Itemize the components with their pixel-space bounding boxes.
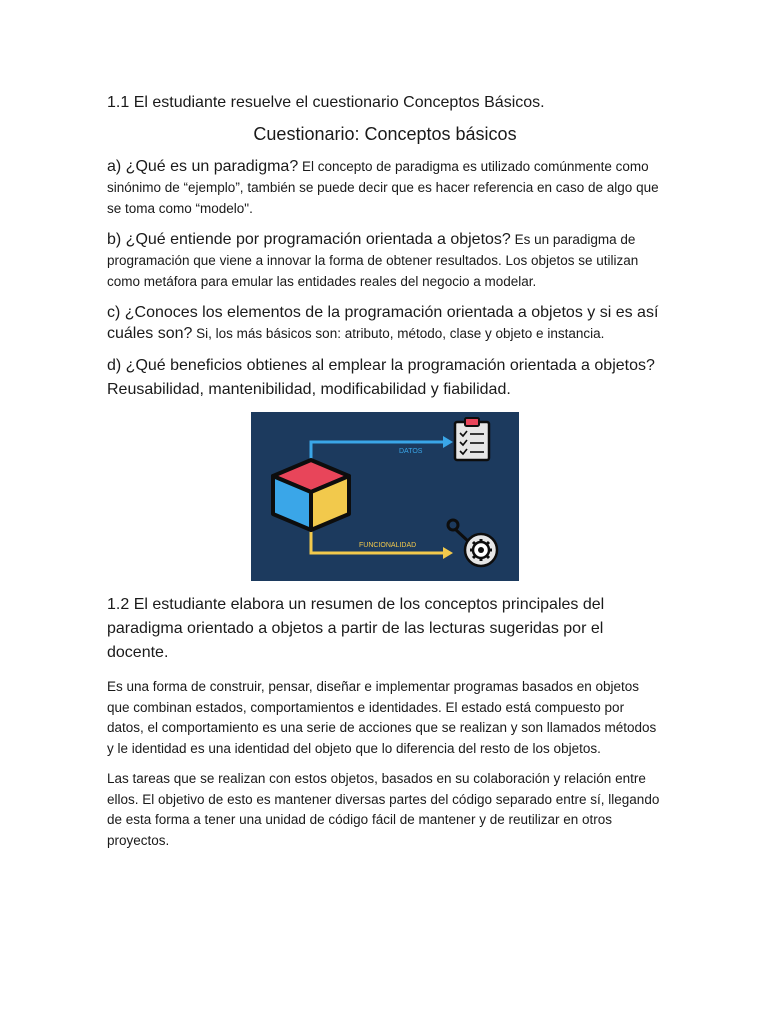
question-a-text: a) ¿Qué es un paradigma? [107,158,299,175]
cube-icon [273,460,349,530]
section-1-heading: 1.1 El estudiante resuelve el cuestionario Conceptos Básicos. [107,94,545,111]
section-2-heading: 1.2 El estudiante elabora un resumen de los conceptos principales del paradigma orientado a objetos a partir de las lecturas sugeridas por el docente. [107,596,605,661]
question-d [107,354,663,402]
clipboard-icon [455,418,489,460]
questionnaire-title: Cuestionario: Conceptos básicos [253,124,517,144]
question-b [107,229,663,292]
question-c-text: c) ¿Conoces los elementos de la programación orientada a objetos y si es así cuáles son? [107,304,659,342]
question-b-text: b) ¿Qué entiende por programación orientada a objetos? [107,231,511,248]
oop-illustration [251,412,519,581]
answer-c-text: Si, los más básicos son: atributo, método, clase y objeto e instancia. [192,326,605,341]
question-d-text: d) ¿Qué beneficios obtienes al emplear la programación orientada a objetos? [107,357,655,374]
document-content [107,92,663,861]
answer-b-text: Es un paradigma de programación que viene a innovar la forma de obtener resultados. Los objetos se utilizan como metáfora para emular las entidades reales del negocio a modelar. [107,232,639,289]
label-funcionalidad: FUNCIONALIDAD [359,542,417,549]
answer-a-text: El concepto de paradigma es utilizado comúnmente como sinónimo de “ejemplo”, también se puede decir que es hacer referencia en caso de algo que se toma como “modelo". [107,159,659,216]
answer-d-text: Reusabilidad, mantenibilidad, modificabilidad y fiabilidad. [107,381,511,398]
question-c [107,302,663,344]
label-datos: DATOS [399,448,423,455]
summary-paragraph-1: Es una forma de construir, pensar, diseñar e implementar programas basados en objetos que combinan estados, comportamientos e identidades. El estado está compuesto por datos, el comportamiento es una serie de acciones que se realizan y son llamados métodos y le identidad es una identidad del objeto que lo diferencia del resto de los objetos. [107,679,657,756]
question-a [107,156,663,219]
summary-paragraph-2: Las tareas que se realizan con estos objetos, basados en su colaboración y relación entre ellos. El objetivo de esto es mantener diversas partes del código separado entre sí, llegando de esta forma a tener una unidad de código fácil de mantener y de reutilizar en otros proyectos. [107,771,660,848]
